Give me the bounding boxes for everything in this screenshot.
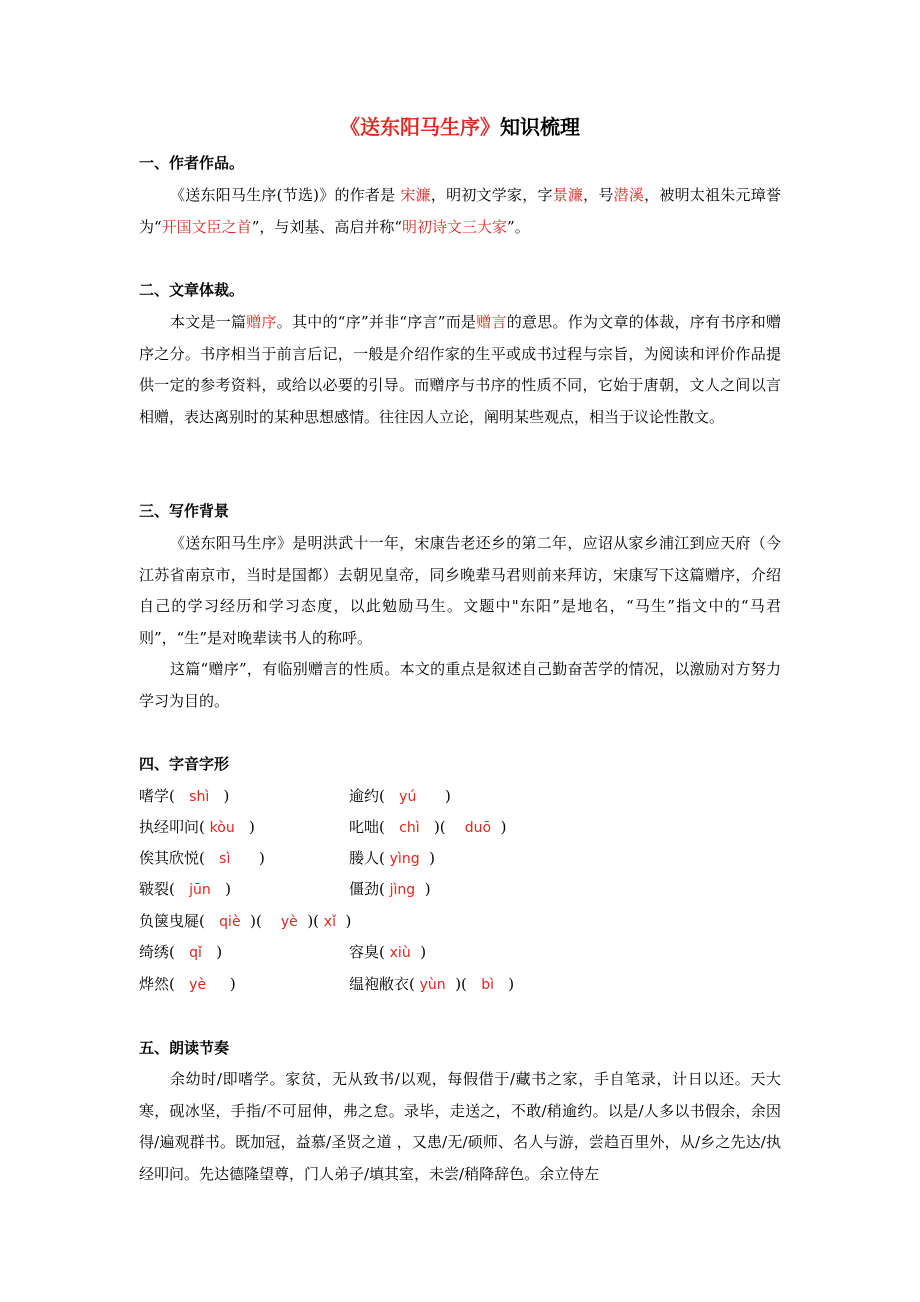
word: 叱咄 [349, 818, 380, 836]
section-2-paragraph [139, 307, 781, 433]
text: ，号 [583, 186, 614, 204]
word: 媵人 [349, 849, 380, 867]
text: ”。 [507, 217, 530, 236]
pinyin: yùn [419, 977, 446, 993]
text: ”，与刘基、高启并称“ [251, 217, 403, 236]
pinyin: xǐ [323, 914, 336, 930]
text: 本文是一篇 [170, 313, 247, 331]
pinyin: chì [399, 820, 420, 836]
word: 僵劲 [349, 880, 380, 898]
word: 缊袍敝衣 [349, 975, 410, 993]
word: 俟其欣悦 [139, 849, 200, 867]
text: 。其中的“序”并非“序言”而是 [276, 313, 477, 331]
pinyin: shì [189, 789, 210, 805]
pinyin-item: 负箧曳屣( qiè )( yè )( xǐ ) [139, 912, 352, 930]
section-3-paragraph-1: 《送东阳马生序》是明洪武十一年，宋康告老还乡的第二年，应诏从家乡浦江到应天府（今江苏省南京市，当时是国都）去朝见皇帝，同乡晚辈马君则前来拜访，宋康写下这篇赠序，介绍自己的学习经历和学习态度，以此勉励马生。文题中"东阳”是地名，“马生”指文中的“马君则”，“生”是对晚辈读书人的称呼。 [139, 534, 781, 647]
text: ，被明太祖朱元璋誉为“ [139, 186, 781, 236]
pinyin-item: 皲裂( jūn ) [139, 880, 231, 898]
pinyin: jūn [189, 882, 211, 898]
word: 烨然 [139, 975, 170, 993]
group-title: 明初诗文三大家 [402, 217, 508, 236]
pinyin: kòu [209, 820, 235, 836]
text: ，明初文学家，字 [430, 186, 553, 204]
pinyin-item: 僵劲( jìng ) [349, 880, 431, 898]
word: 嗜学 [139, 787, 170, 805]
pinyin: qǐ [189, 945, 202, 961]
pinyin: yè [189, 977, 207, 993]
pinyin: yè [280, 914, 298, 930]
pinyin: bì [481, 977, 494, 993]
pinyin: yú [399, 789, 417, 805]
section-1-heading: 一、作者作品。 [139, 154, 245, 172]
pinyin-item: 缊袍敝衣( yùn )( bì ) [349, 975, 515, 993]
pinyin: qiè [219, 914, 241, 930]
word: 逾约 [349, 787, 380, 805]
text: 的意思。作为文章的体裁，序有书序和赠序之分。书序相当于前言后记，一般是介绍作家的生平或成书过程与宗旨，为阅读和评价作品提供一定的参考资料，或给以必要的引导。而赠序与书序的性质不同，它始于唐朝，文人之间以言相赠，表达离别时的某种思想感情。往往因人立论，阐明某些观点，相当于议论性散文。 [139, 313, 781, 426]
pinyin-item: 嗜学( shì ) [139, 787, 230, 805]
praise-title: 开国文臣之首 [161, 217, 252, 236]
pinyin: duō [464, 820, 492, 836]
pinyin-item: 俟其欣悦( sì ) [139, 849, 265, 867]
pinyin: sì [219, 851, 231, 867]
pinyin-item: 逾约( yú ) [349, 787, 451, 805]
pinyin: jìng [389, 882, 416, 898]
genre-term: 赠序 [246, 313, 277, 331]
word: 容臭 [349, 943, 380, 961]
word: 皲裂 [139, 880, 170, 898]
meaning-term: 赠言 [476, 313, 507, 331]
title-red-part: 《送东阳马生序》 [340, 115, 500, 139]
section-4-heading: 四、字音字形 [139, 755, 230, 773]
section-2-heading: 二、文章体裁。 [139, 281, 245, 299]
pinyin-item: 执经叩问( kòu ) [139, 818, 255, 836]
title-black-part: 知识梳理 [500, 115, 580, 139]
pinyin-item: 容臭( xiù ) [349, 943, 427, 961]
word: 负箧曳屣 [139, 912, 200, 930]
pinyin: yìng [389, 851, 420, 867]
section-5-paragraph: 余幼时/即嗜学。家贫，无从致书/以观，每假借于/藏书之家，手自笔录，计日以还。天大寒，砚冰坚，手指/不可屈伸，弗之怠。录毕，走送之，不敢/稍逾约。以是/人多以书假余，余因得/遍观群书。既加冠，益慕/圣贤之道 ，又患/无/硕师、名人与游，尝趋百里外，从/乡之先达/执经叩问。先达德隆望尊，门人弟子/填其室，未尝/稍降辞色。余立侍左 [139, 1070, 781, 1183]
section-3-paragraph-2: 这篇“赠序”，有临别赠言的性质。本文的重点是叙述自己勤奋苦学的情况，以激励对方努力学习为目的。 [139, 660, 781, 710]
art-name: 潜溪 [613, 186, 645, 204]
section-1-paragraph [139, 180, 781, 243]
word: 绮绣 [139, 943, 170, 961]
pinyin: xiù [389, 945, 411, 961]
courtesy-name: 景濂 [552, 186, 584, 204]
pinyin-item: 烨然( yè ) [139, 975, 236, 993]
pinyin-item: 叱咄( chì )( duō ) [349, 818, 507, 836]
section-3-heading: 三、写作背景 [139, 502, 230, 520]
text: 《送东阳马生序(节选)》的作者是 [170, 186, 401, 204]
pinyin-item: 媵人( yìng ) [349, 849, 435, 867]
pinyin-item: 绮绣( qǐ ) [139, 943, 223, 961]
document-title [0, 114, 920, 140]
word: 执经叩问 [139, 818, 200, 836]
author-name: 宋濂 [400, 186, 431, 204]
section-5-heading: 五、朗读节奏 [139, 1039, 230, 1057]
